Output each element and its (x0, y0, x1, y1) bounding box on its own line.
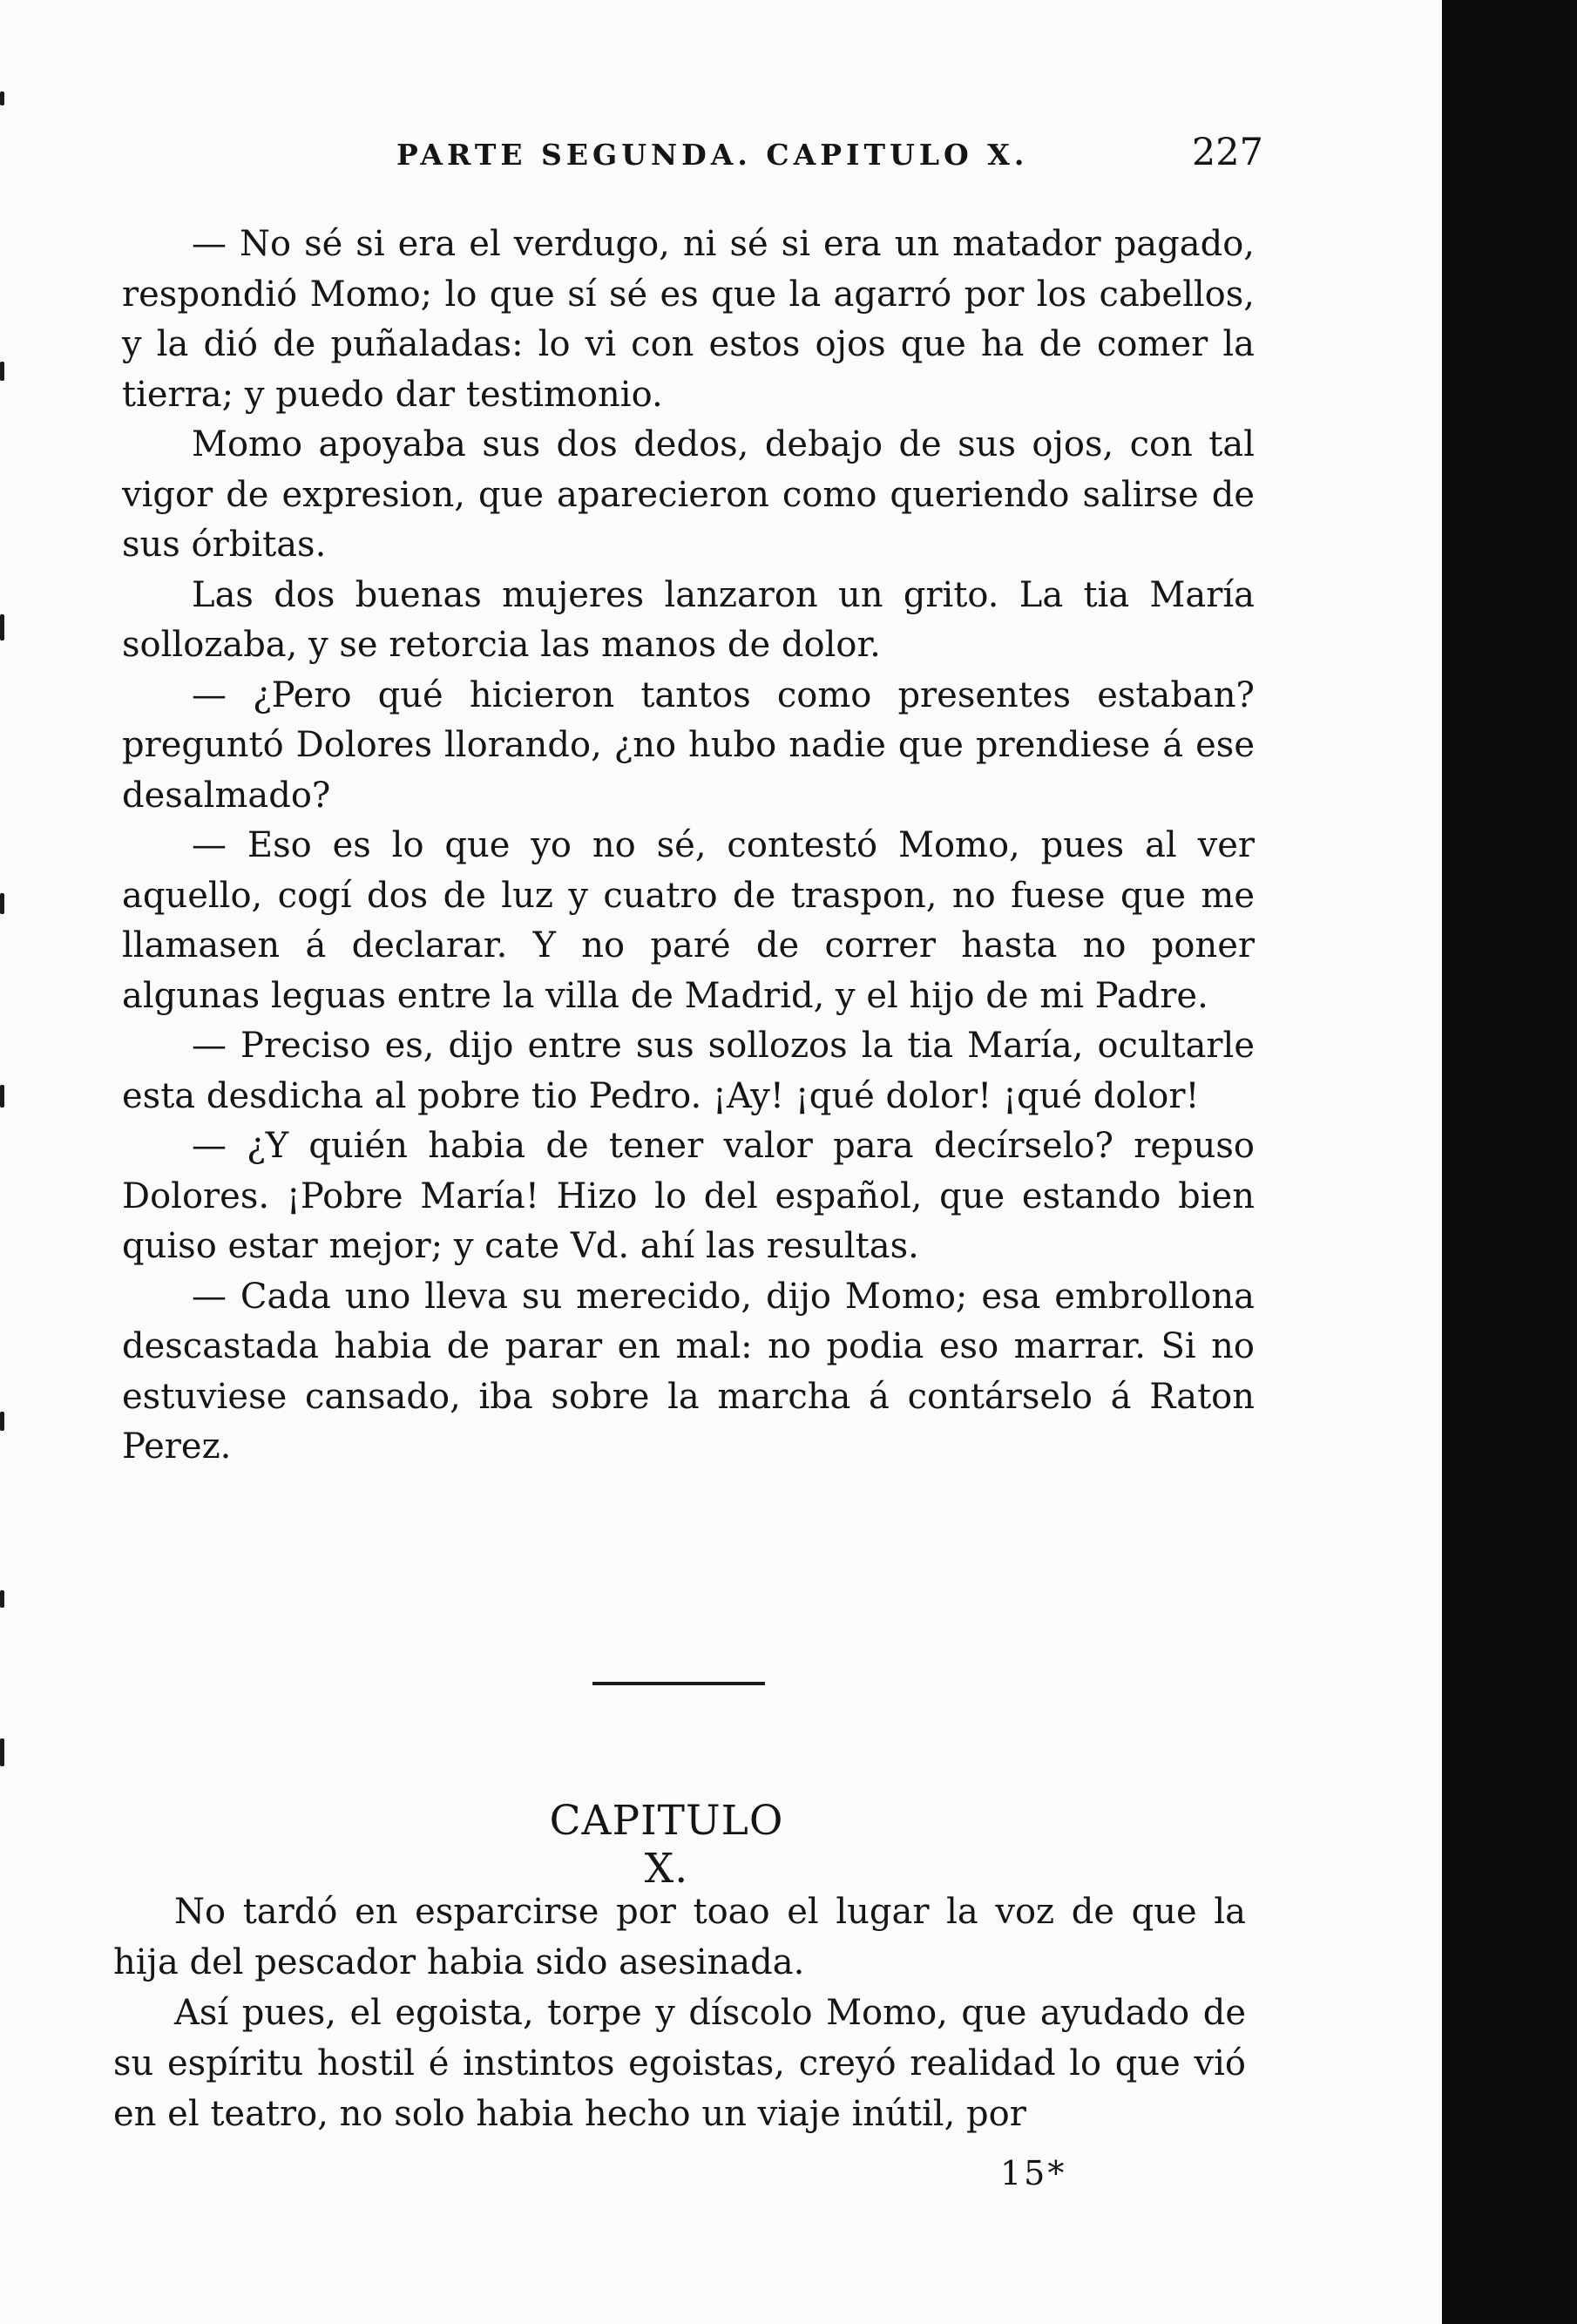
paragraph: — ¿Y quién habia de tener valor para decírselo? repuso Dolores. ¡Pobre María! Hizo lo del español, que estando bien quiso estar mejor; y cate Vd. ahí las resultas. (122, 1126, 1255, 1266)
page-edge-shadow (1442, 0, 1577, 2324)
body-text (122, 220, 1255, 1473)
scan-mark (0, 362, 4, 381)
scan-mark (0, 893, 4, 914)
chapter-paragraph: Así pues, el egoista, torpe y díscolo Momo, que ayudado de su espíritu hostil é instintos egoistas, creyó realidad lo que vió en el teatro, no solo habia hecho un viaje inútil, por (113, 1993, 1246, 2134)
scan-mark (0, 1590, 4, 1608)
chapter-paragraph: No tardó en esparcirse por toao el lugar la voz de que la hija del pescador habia sido asesinada. (113, 1892, 1246, 1982)
running-title: PARTE SEGUNDA. CAPITULO X. (396, 138, 1029, 172)
paragraph: — Eso es lo que yo no sé, contestó Momo, pues al ver aquello, cogí dos de luz y cuatro de traspon, no fuese que me llamasen á declarar. Y no paré de correr hasta no poner algunas leguas entre la villa de Madrid, y el hijo de mi Padre. (122, 825, 1255, 1016)
chapter-title: CAPITULO X. (549, 1797, 784, 1893)
paragraph: — Preciso es, dijo entre sus sollozos la tia María, ocultarle esta desdicha al pobre tio Pedro. ¡Ay! ¡qué dolor! ¡qué dolor! (122, 1026, 1255, 1116)
page-number: 227 (1191, 131, 1263, 174)
paragraph: — ¿Pero qué hicieron tantos como presentes estaban? preguntó Dolores llorando, ¿no hubo nadie que prendiese á ese desalmado? (122, 674, 1255, 816)
chapter-text (113, 1887, 1246, 2139)
section-divider (592, 1682, 765, 1685)
signature-mark: 15* (1000, 2154, 1067, 2192)
scan-mark (0, 1738, 4, 1766)
paragraph: Momo apoyaba sus dos dedos, debajo de sus ojos, con tal vigor de expresion, que aparecieron como queriendo salirse de sus órbitas. (122, 424, 1255, 565)
scan-mark (0, 1412, 4, 1431)
paragraph: — No sé si era el verdugo, ni sé si era un matador pagado, respondió Momo; lo que sí sé es que la agarró por los cabellos, y la dió de puñaladas: lo vi con estos ojos que ha de comer la tierra; y puedo dar testimonio. (122, 224, 1255, 415)
page-header (396, 131, 1263, 183)
scan-mark (0, 91, 4, 105)
scan-mark (0, 1085, 4, 1108)
paragraph: Las dos buenas mujeres lanzaron un grito. La tia María sollozaba, y se retorcia las manos de dolor. (122, 574, 1255, 665)
paragraph: — Cada uno lleva su merecido, dijo Momo; esa embrollona descastada habia de parar en mal: no podia eso marrar. Si no estuviese cansado, iba sobre la marcha á contárselo á Raton Perez. (122, 1276, 1255, 1467)
scan-mark (0, 614, 4, 640)
